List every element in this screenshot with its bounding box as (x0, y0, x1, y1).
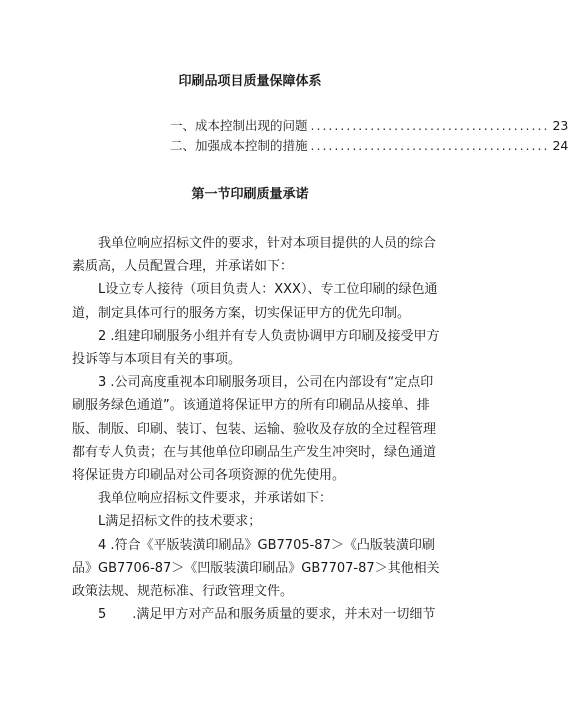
body-paragraph: 我单位响应招标文件的要求，针对本项目提供的人员的综合素质高，人员配置合理，并承诺如下： (72, 236, 437, 275)
toc-page-number: 23 (552, 118, 568, 133)
body-paragraph: 4 .符合《平版装潢印刷品》GB7705-87＞《凸版装潢印刷品》GB7706-87＞《凹版装潢印刷品》GB7707-87＞其他相关政策法规、规范标准、行政管理文件。 (72, 537, 440, 600)
body-paragraph: 5 .满足甲方对产品和服务质量的要求，并未对一切细节 (98, 607, 436, 623)
body-paragraph: 我单位响应招标文件要求，并承诺如下： (98, 491, 333, 507)
document-body (72, 232, 440, 626)
table-of-contents (170, 116, 568, 156)
toc-entry[interactable] (170, 136, 568, 156)
body-paragraph: 3 .公司高度重视本印刷服务项目，公司在内部设有“定点印刷服务绿色通道”。该通道将保证甲方的所有印刷品从接单、排版、制版、印刷、装订、包装、运输、验收及存放的全过程管理都有专人负责；在与其他单位印刷品生产发生冲突时，绿色通道将保证贵方印刷品对公司各项资源的优先使用。 (72, 375, 437, 484)
toc-entry-label: 二、加强成本控制的措施 (170, 138, 308, 153)
body-paragraph: L设立专人接待（项目负责人：XXX）、专工位印刷的绿色通道，制定具体可行的服务方案，切实保证甲方的优先印制。 (72, 282, 438, 321)
section-heading: 第一节印刷质量承诺 (191, 187, 309, 202)
toc-page-number: 24 (552, 138, 568, 153)
toc-entry[interactable] (170, 116, 568, 136)
body-paragraph: 2 .组建印刷服务小组并有专人负责协调甲方印刷及接受甲方投诉等与本项目有关的事项。 (72, 328, 440, 368)
toc-leader: ........................................ (310, 118, 550, 133)
toc-entry-label: 一、成本控制出现的问题 (170, 118, 308, 133)
toc-leader: ........................................ (310, 138, 550, 153)
document-title: 印刷品项目质量保障体系 (178, 74, 322, 89)
body-paragraph: L满足招标文件的技术要求； (98, 514, 262, 530)
